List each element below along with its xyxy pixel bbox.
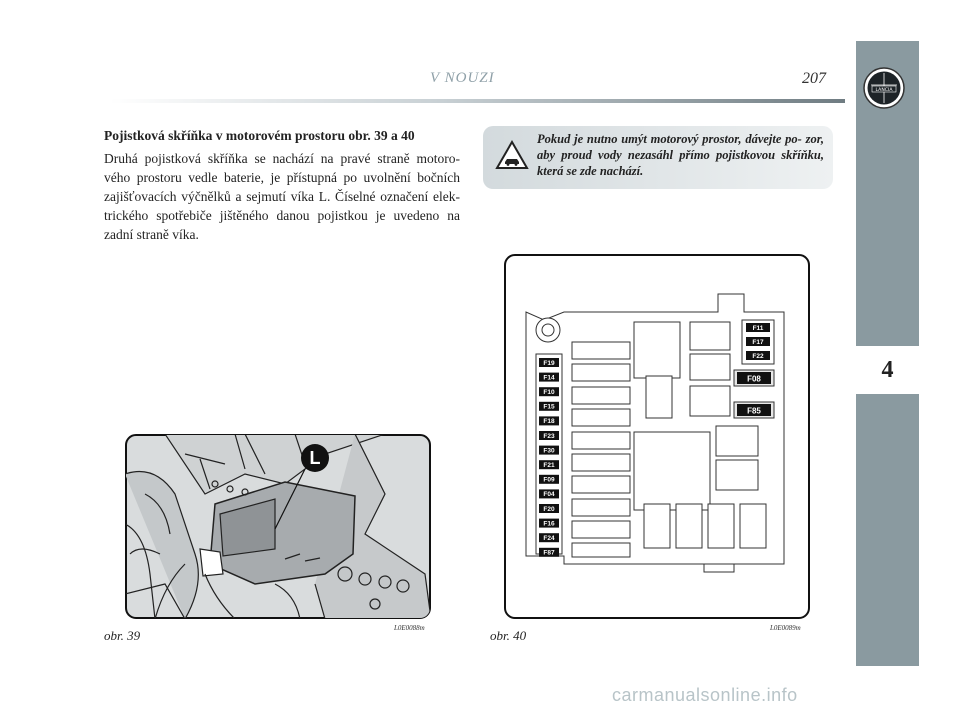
fuse-f19-label: F19 — [543, 359, 555, 367]
fuse-f24-label: F24 — [543, 535, 555, 542]
fuse-f23-label: F23 — [543, 432, 555, 440]
warning-triangle-icon — [495, 140, 529, 170]
svg-text:LANCIA: LANCIA — [875, 88, 893, 93]
figure-39-engine-fusebox-cover — [125, 434, 431, 619]
right-fuse-column — [746, 323, 770, 360]
fuse-f18-label: F18 — [543, 418, 555, 426]
figure-40-code: L0E0089m — [770, 624, 801, 632]
figure-39-caption: obr. 39 — [104, 628, 141, 643]
warning-text: Pokud je nutno umýt motorový prostor, dávejte po- zor, aby proud vody nezasáhl přímo pojistkovou skříňku, která se zde nachází. — [537, 132, 824, 178]
section-body-text: Druhá pojistková skříňka se nachází na pravé straně motoro- vého prostoru vedle baterie, je přístupná po uvolnění bočních zajišťovacích výčnělků a sejmutí víka L. Číselné označení elek- trického spotřebiče jištěného danou pojistkou je uvedeno na zadní straně víka. — [104, 151, 460, 242]
fuse-f16-label: F16 — [543, 520, 555, 528]
page-number: 207 — [802, 70, 826, 87]
header-rule — [110, 99, 845, 103]
figure-40-caption: obr. 40 — [490, 628, 527, 643]
fuse-f20-label: F20 — [543, 505, 555, 513]
fuse-f17-label: F17 — [752, 338, 764, 346]
fuse-f08-label: F08 — [747, 374, 761, 384]
section-heading: Pojistková skříňka v motorovém prostoru obr. 39 a 40 — [104, 128, 415, 143]
fuse-f15-label: F15 — [543, 403, 555, 411]
cover-label-l: L — [309, 448, 321, 468]
fuse-f85-label: F85 — [747, 406, 761, 416]
fuse-f14-label: F14 — [543, 374, 555, 382]
fuse-f10-label: F10 — [543, 389, 555, 396]
fuse-f22-label: F22 — [752, 352, 764, 360]
watermark: carmanualsonline.info — [612, 685, 798, 705]
figure-40-fuse-box-diagram — [504, 254, 810, 619]
fuse-f87-label: F87 — [543, 549, 555, 557]
fuse-f11-label: F11 — [752, 324, 764, 332]
figure-39-code: L0E0088m — [394, 624, 425, 632]
fuse-f04-label: F04 — [543, 491, 555, 499]
lancia-logo-icon — [863, 67, 905, 109]
fuse-f09-label: F09 — [543, 476, 555, 484]
chapter-number: 4 — [856, 346, 919, 394]
fuse-f21-label: F21 — [543, 462, 555, 469]
running-header-title: V NOUZI — [430, 70, 495, 86]
fuse-f30-label: F30 — [543, 447, 555, 455]
